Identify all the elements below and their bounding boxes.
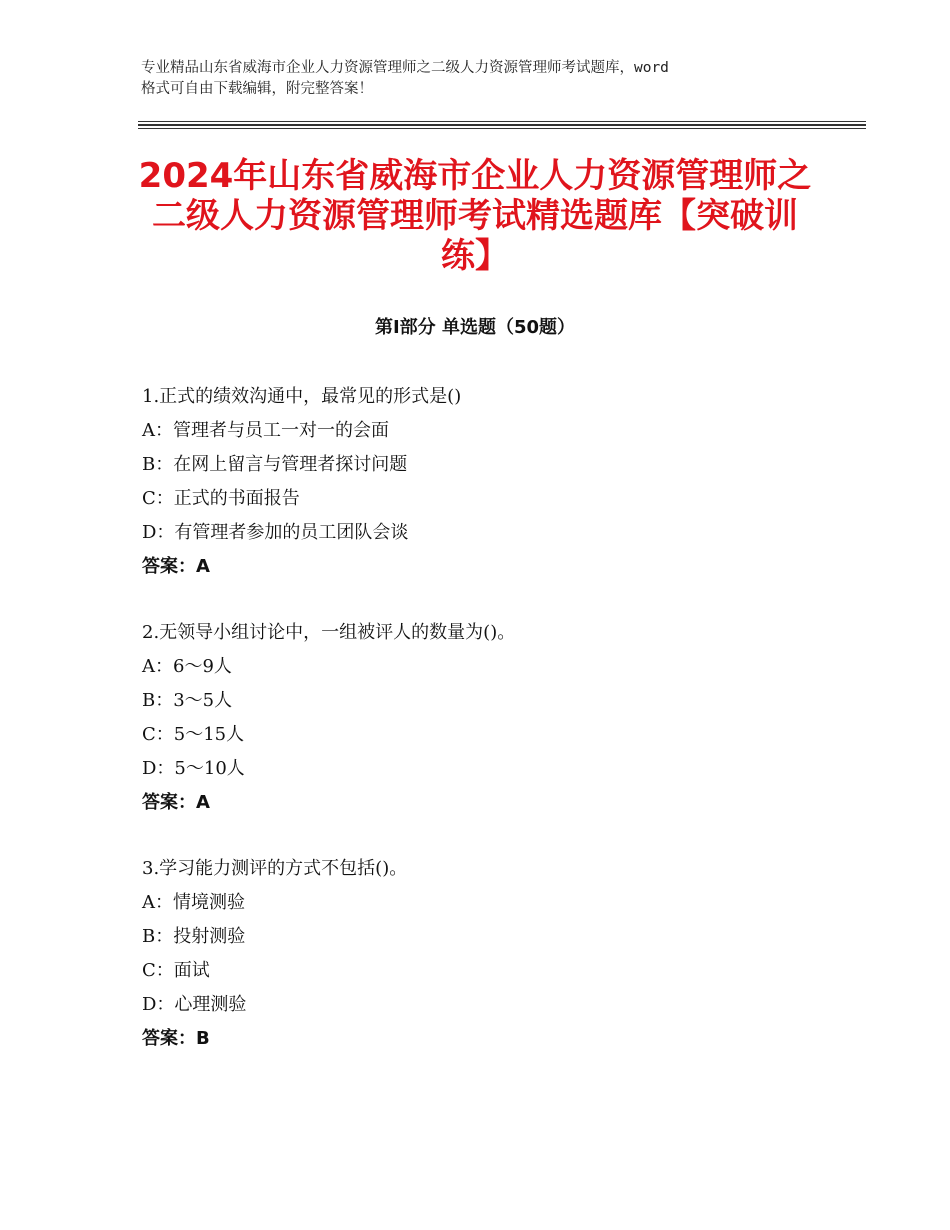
question-list: [142, 380, 842, 1088]
document-title: [120, 156, 830, 276]
option-b: B：在网上留言与管理者探讨问题: [142, 454, 408, 475]
question-3: [142, 852, 842, 1056]
header-divider-thick: [138, 124, 866, 126]
answer-key: 答案：A: [142, 556, 210, 577]
header-divider-thin-bottom: [138, 128, 866, 129]
answer-key: 答案：B: [142, 1028, 210, 1049]
header-note: [141, 58, 831, 100]
answer-key: 答案：A: [142, 792, 210, 813]
option-a: A：6～9人: [142, 656, 232, 677]
option-a: A：情境测验: [142, 892, 245, 913]
document-title-line-2: 二级人力资源管理师考试精选题库【突破训: [152, 196, 798, 236]
header-divider-thin-top: [138, 121, 866, 122]
option-d: D：5～10人: [142, 758, 245, 779]
option-b: B：投射测验: [142, 926, 246, 947]
question-stem: 2.无领导小组讨论中，一组被评人的数量为()。: [142, 622, 516, 643]
option-c: C：正式的书面报告: [142, 488, 300, 509]
question-2: [142, 616, 842, 820]
section-heading: 第Ⅰ部分 单选题（50题）: [374, 317, 575, 338]
question-stem: 1.正式的绩效沟通中，最常见的形式是(): [142, 386, 462, 407]
option-b: B：3～5人: [142, 690, 233, 711]
question-stem: 3.学习能力测评的方式不包括()。: [142, 858, 408, 879]
document-title-line-3: 练】: [441, 236, 509, 276]
document-title-line-1: 2024年山东省威海市企业人力资源管理师之: [138, 156, 812, 196]
option-c: C：5～15人: [142, 724, 245, 745]
option-c: C：面试: [142, 960, 210, 981]
option-d: D：心理测验: [142, 994, 247, 1015]
header-note-line-1: 专业精品山东省威海市企业人力资源管理师之二级人力资源管理师考试题库，word: [141, 60, 669, 76]
option-d: D：有管理者参加的员工团队会谈: [142, 522, 409, 543]
header-note-line-2: 格式可自由下载编辑，附完整答案！: [141, 81, 373, 97]
option-a: A：管理者与员工一对一的会面: [142, 420, 389, 441]
question-1: [142, 380, 842, 584]
